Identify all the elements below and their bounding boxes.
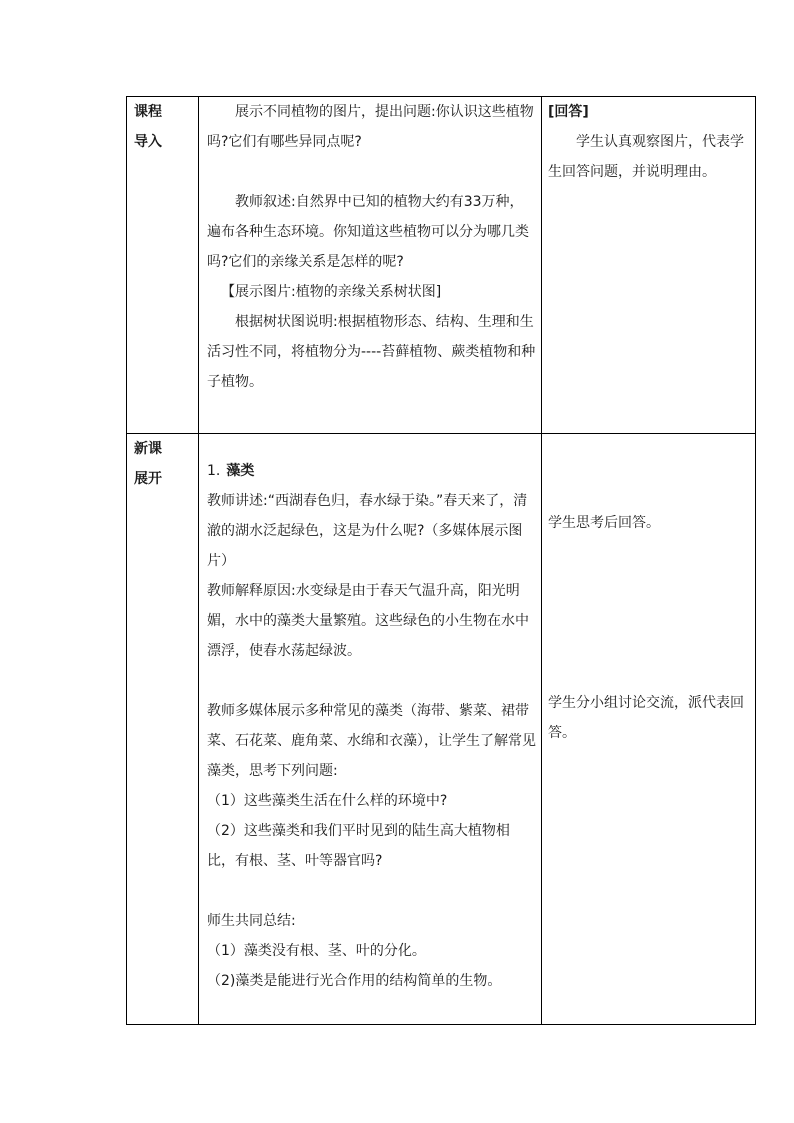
stage-label-line1: 课程	[134, 104, 162, 120]
teacher-paragraph: 教师叙述:自然界中已知的植物大约有33万种，遍布各种生态环境。你知道这些植物可以分为哪几类吗?它们的亲缘关系是怎样的呢?	[207, 194, 529, 270]
section-title: 藻类	[226, 463, 255, 479]
teacher-paragraph: 教师解释原因:水变绿是由于春天气温升高，阳光明媚，水中的藻类大量繁殖。这些绿色的小生物在水中漂浮，使春水荡起绿波。	[207, 583, 529, 659]
stage-label-line2: 导入	[134, 134, 162, 150]
question-item: （2）这些藻类和我们平时见到的陆生高大植物相比，有根、茎、叶等器官吗?	[207, 823, 510, 869]
lesson-plan-table	[126, 96, 756, 1025]
teacher-activity-new-lesson	[199, 434, 542, 1025]
stage-cell-new-lesson	[127, 434, 199, 1025]
teacher-paragraph: 教师讲述:“西湖春色归，春水绿于染。”春天来了，清澈的湖水泛起绿色，这是为什么呢?（多媒体展示图片）	[207, 493, 528, 569]
student-activity-new-lesson	[542, 434, 756, 1025]
summary-heading: 师生共同总结:	[207, 913, 296, 929]
question-item: （1）这些藻类生活在什么样的环境中?	[207, 793, 448, 809]
section-number: 1.	[207, 463, 221, 479]
student-paragraph: 学生分小组讨论交流，派代表回答。	[548, 695, 744, 741]
student-paragraph: 学生思考后回答。	[548, 515, 660, 531]
table-row-intro	[127, 97, 756, 434]
teacher-paragraph: 【展示图片:植物的亲缘关系树状图]	[221, 284, 442, 300]
table-row-new-lesson	[127, 434, 756, 1025]
summary-item: （2)藻类是能进行光合作用的结构简单的生物。	[207, 973, 502, 989]
summary-item: （1）藻类没有根、茎、叶的分化。	[207, 943, 426, 959]
section-heading	[207, 456, 537, 486]
teacher-paragraph: 展示不同植物的图片，提出问题:你认识这些植物吗?它们有哪些异同点呢?	[207, 104, 534, 150]
stage-cell-intro	[127, 97, 199, 434]
stage-label-line1: 新课	[134, 441, 162, 457]
stage-label-line2: 展开	[134, 471, 162, 487]
answer-label: [回答]	[548, 104, 589, 120]
teacher-paragraph: 教师多媒体展示多种常见的藻类（海带、紫菜、裙带菜、石花菜、鹿角菜、水绵和衣藻），让学生了解常见藻类，思考下列问题:	[207, 703, 536, 779]
student-paragraph: 学生认真观察图片，代表学生回答问题，并说明理由。	[548, 134, 744, 180]
student-activity-intro	[542, 97, 756, 434]
teacher-paragraph: 根据树状图说明:根据植物形态、结构、生理和生活习性不同，将植物分为----苔藓植物、蕨类植物和种子植物。	[207, 314, 536, 390]
teacher-activity-intro	[199, 97, 542, 434]
